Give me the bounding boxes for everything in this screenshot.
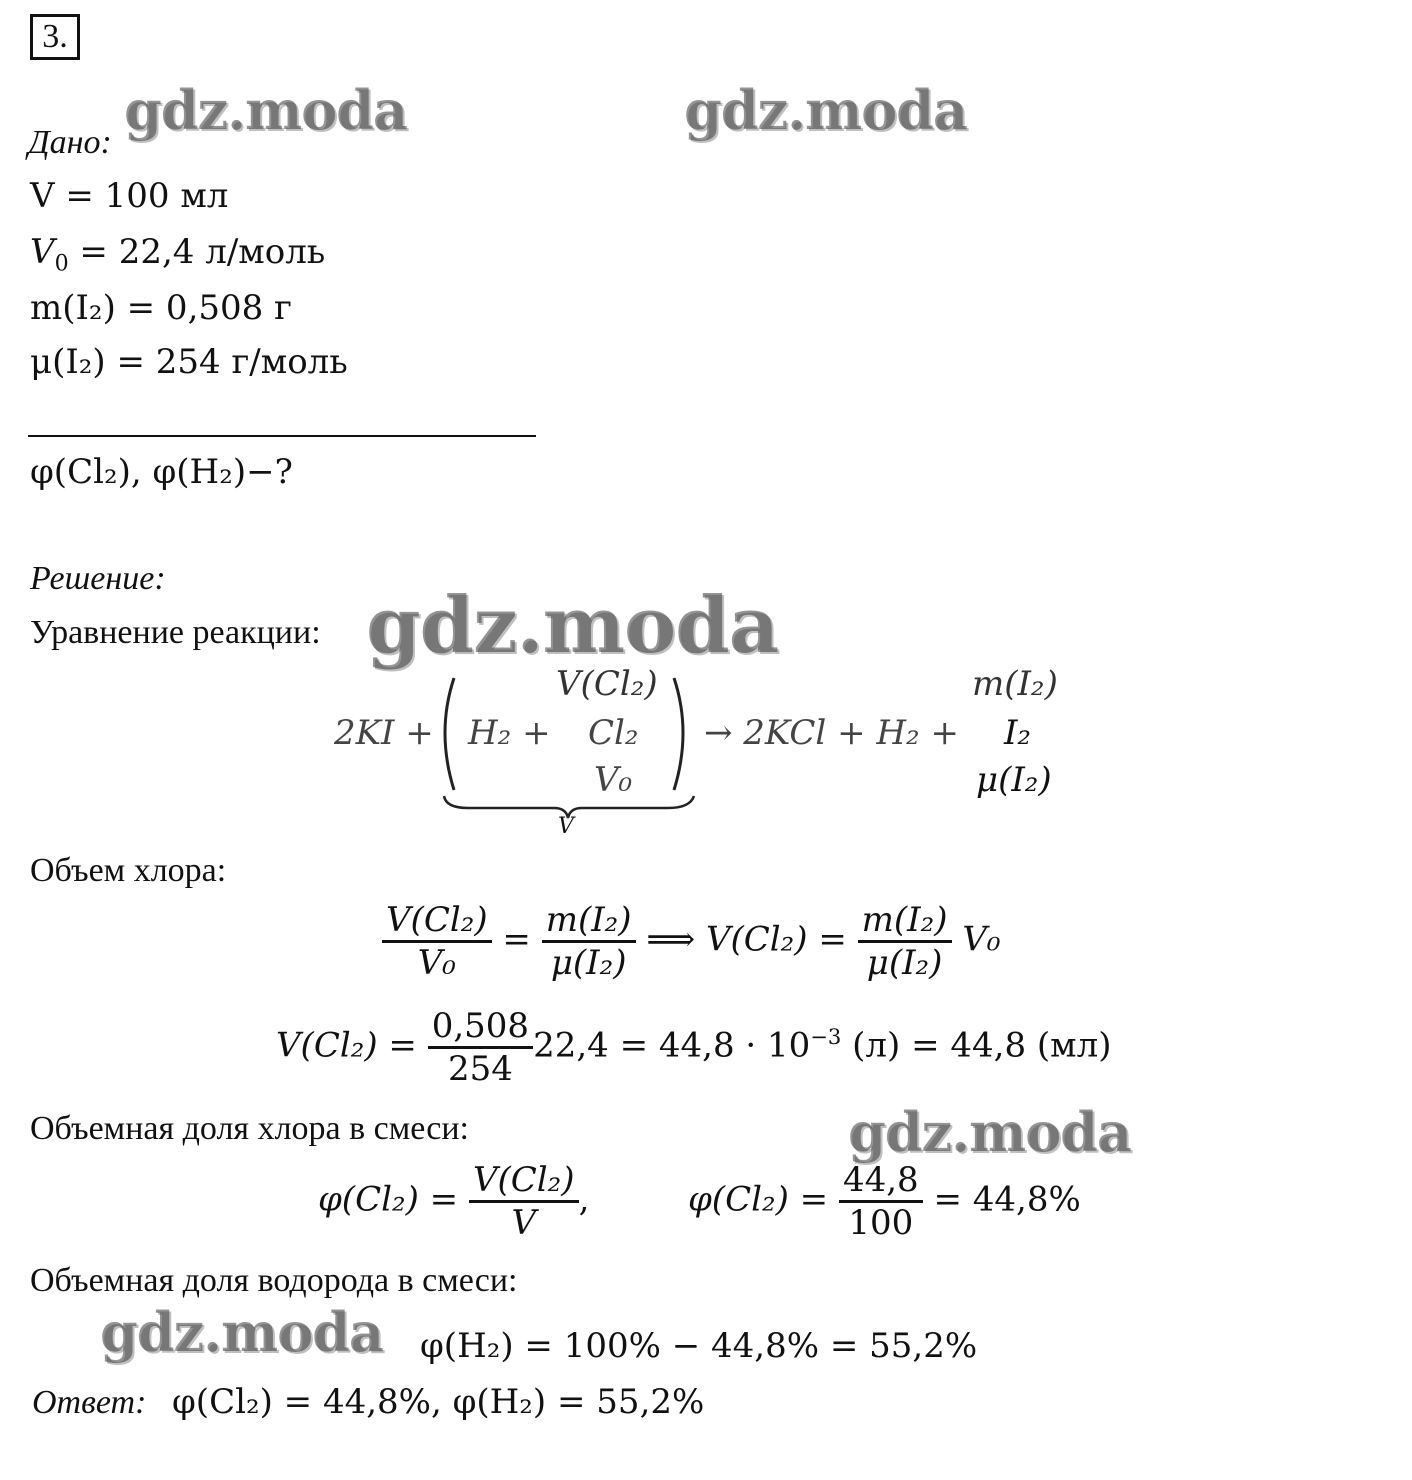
reaction-chlorine-volume: V(Cl₂): [556, 664, 658, 704]
molar-volume-symbol: V: [30, 232, 55, 272]
reaction-iodine-mass: m(I₂): [972, 664, 1058, 704]
watermark: gdz.moda: [100, 1300, 383, 1364]
solution-label: Решение:: [30, 560, 166, 597]
chlorine-volume-label: Объем хлора:: [30, 852, 227, 889]
implies-expression: ⟹ V(Cl₂) =: [646, 919, 847, 960]
chlorine-fraction-label: Объемная доля хлора в смеси:: [30, 1110, 469, 1147]
molar-volume-subscript: 0: [54, 250, 69, 277]
watermark: gdz.moda: [848, 1100, 1131, 1164]
reaction-total-volume: V: [558, 814, 574, 839]
calc-rhs: 22,4 = 44,8 · 10: [533, 1025, 811, 1066]
fraction-denominator: μ(I₂): [866, 943, 943, 983]
right-paren: [674, 678, 683, 790]
problem-number: 3.: [30, 14, 80, 60]
fraction-numerator: V(Cl₂): [469, 1160, 579, 1203]
calc-result: (л) = 44,8 (мл): [841, 1025, 1112, 1066]
fraction-denominator: V: [511, 1203, 537, 1243]
chlorine-fraction-calculation: [688, 1160, 1081, 1243]
watermark: gdz.moda: [366, 580, 779, 671]
comma: ,: [578, 1179, 590, 1220]
reaction-iodine-molar-mass: μ(I₂): [976, 760, 1052, 800]
given-label: Дано:: [28, 124, 112, 161]
fraction: [382, 900, 492, 983]
fraction-lhs: φ(Cl₂) =: [318, 1179, 459, 1220]
equation-label: Уравнение реакции:: [30, 614, 321, 651]
fraction: [858, 900, 952, 983]
calc-lhs: V(Cl₂) =: [276, 1025, 417, 1066]
given-iodine-mass: m(I₂) = 0,508 г: [30, 288, 292, 328]
given-volume: V = 100 мл: [30, 176, 229, 216]
molar-volume-term: V₀: [962, 919, 1001, 960]
fraction: [469, 1160, 579, 1243]
chlorine-fraction-formula: [318, 1160, 589, 1243]
reaction-reactants: 2KI +: [334, 713, 434, 753]
given-molar-volume: [30, 232, 325, 277]
fraction: [839, 1160, 923, 1243]
chlorine-volume-formula: [382, 900, 1001, 983]
given-divider: [28, 435, 536, 437]
watermark: gdz.moda: [124, 78, 407, 142]
reaction-iodine: I₂: [1004, 713, 1032, 753]
fraction-result: = 44,8%: [933, 1179, 1081, 1220]
find-quantities: φ(Cl₂), φ(H₂)−?: [30, 452, 293, 492]
molar-volume-value: = 22,4 л/моль: [68, 232, 326, 272]
reaction-products: → 2KCl + H₂ +: [704, 713, 959, 753]
fraction-lhs: φ(Cl₂) =: [688, 1179, 829, 1220]
fraction-numerator: m(I₂): [542, 900, 636, 943]
reaction-molar-volume: V₀: [594, 760, 633, 800]
reaction-chlorine: Cl₂: [588, 713, 639, 753]
fraction-numerator: 0,508: [428, 1006, 533, 1049]
fraction-numerator: V(Cl₂): [382, 900, 492, 943]
equals-sign: =: [502, 919, 531, 960]
hydrogen-fraction-formula: φ(H₂) = 100% − 44,8% = 55,2%: [420, 1326, 978, 1366]
left-paren: [445, 678, 454, 790]
chlorine-volume-calculation: [276, 1006, 1111, 1089]
watermark: gdz.moda: [684, 78, 967, 142]
fraction: [542, 900, 636, 983]
fraction-denominator: 254: [447, 1049, 513, 1089]
fraction-numerator: 44,8: [839, 1160, 923, 1203]
hydrogen-fraction-label: Объемная доля водорода в смеси:: [30, 1262, 518, 1299]
answer-label: Ответ:: [32, 1384, 147, 1421]
fraction-numerator: m(I₂): [858, 900, 952, 943]
fraction-denominator: μ(I₂): [550, 943, 627, 983]
fraction-denominator: 100: [848, 1203, 914, 1243]
reaction-hydrogen: H₂ +: [468, 713, 551, 753]
given-iodine-molar-mass: μ(I₂) = 254 г/моль: [30, 342, 348, 382]
fraction-denominator: V₀: [417, 943, 456, 983]
answer-values: φ(Cl₂) = 44,8%, φ(H₂) = 55,2%: [172, 1382, 705, 1422]
calc-exponent: −3: [810, 1023, 842, 1049]
fraction: [428, 1006, 533, 1089]
